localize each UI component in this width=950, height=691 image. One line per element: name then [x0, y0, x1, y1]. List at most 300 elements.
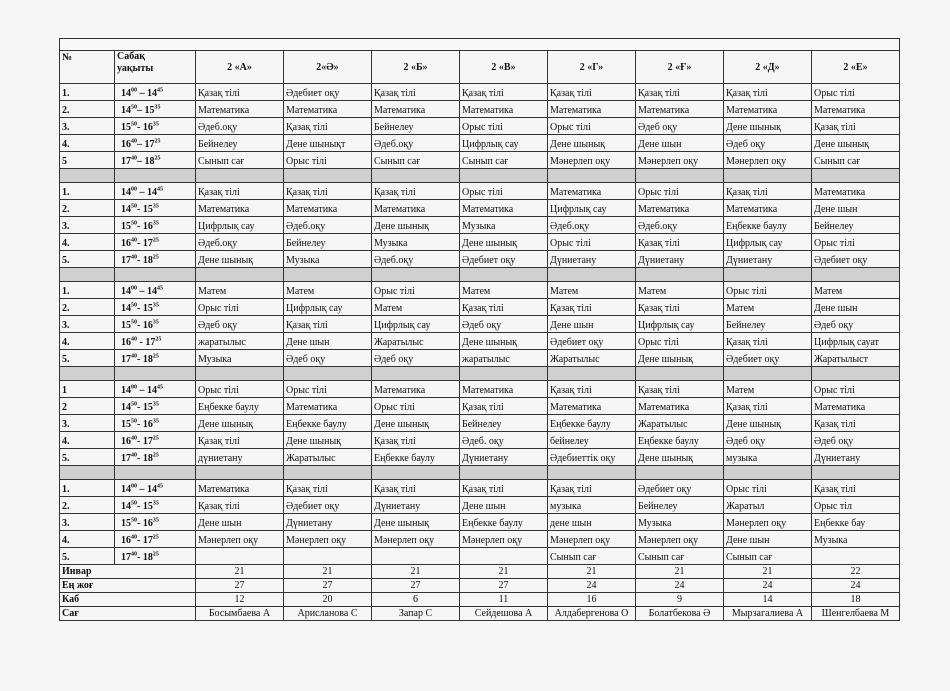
- subject-cell: [812, 548, 900, 565]
- subject-cell: Қазақ тілі: [196, 183, 284, 200]
- stat-value: 27: [372, 579, 460, 593]
- time-hours: 15: [121, 320, 131, 331]
- subject-cell: Бейнелеу: [460, 415, 548, 432]
- subject-cell: Бейнелеу: [196, 135, 284, 152]
- separator-cell: [372, 169, 460, 183]
- time-hours: - 15: [137, 501, 153, 512]
- separator-cell: [284, 466, 372, 480]
- lesson-row: [60, 333, 900, 350]
- separator-cell: [115, 466, 196, 480]
- lesson-row: [60, 350, 900, 367]
- lesson-row: [60, 480, 900, 497]
- separator-cell: [548, 268, 636, 282]
- time-minutes: 25: [152, 254, 159, 261]
- subject-cell: Мәнерлеп оқу: [724, 514, 812, 531]
- lesson-number: 4.: [60, 135, 115, 152]
- subject-cell: Қазақ тілі: [284, 118, 372, 135]
- time-hours: 17: [121, 354, 131, 365]
- subject-cell: Математика: [636, 398, 724, 415]
- subject-cell: Бейнелеу: [724, 316, 812, 333]
- time-hours: 16: [121, 238, 131, 249]
- subject-cell: Музыка: [284, 251, 372, 268]
- subject-cell: Еңбекке баулу: [460, 514, 548, 531]
- time-minutes: 40: [131, 336, 137, 343]
- subject-cell: Дене шынық: [284, 432, 372, 449]
- lesson-time: [115, 135, 196, 152]
- time-minutes: 25: [152, 452, 159, 459]
- subject-cell: Дене шынық: [196, 415, 284, 432]
- lesson-time: [115, 84, 196, 101]
- time-hours: 14: [121, 204, 131, 215]
- subject-cell: Жаратылыс: [636, 415, 724, 432]
- time-hours: - 16: [137, 419, 153, 430]
- separator-cell: [284, 169, 372, 183]
- lesson-number: 4.: [60, 333, 115, 350]
- subject-cell: Дене шын: [548, 316, 636, 333]
- time-hours: 14: [121, 187, 131, 198]
- subject-cell: Матем: [636, 282, 724, 299]
- lesson-number: 4.: [60, 234, 115, 251]
- lesson-time: [115, 415, 196, 432]
- time-minutes: 45: [157, 186, 163, 193]
- subject-cell: Математика: [460, 200, 548, 217]
- separator-cell: [196, 268, 284, 282]
- stat-value: 24: [812, 579, 900, 593]
- subject-cell: Орыс тілі: [636, 183, 724, 200]
- lesson-time: [115, 234, 196, 251]
- separator-cell: [724, 466, 812, 480]
- teacher-name: Алдабергенова О: [548, 607, 636, 621]
- time-hours: 16: [121, 337, 131, 348]
- lesson-time: [115, 449, 196, 466]
- time-hours: - 18: [137, 552, 153, 563]
- subject-cell: Музыка: [636, 514, 724, 531]
- subject-cell: Қазақ тілі: [284, 316, 372, 333]
- subject-cell: Әдеб оқу: [812, 432, 900, 449]
- lesson-time: [115, 350, 196, 367]
- time-minutes: 40: [131, 138, 137, 145]
- time-minutes: 25: [152, 435, 159, 442]
- day-separator: [60, 169, 900, 183]
- time-hours: - 15: [137, 303, 153, 314]
- subject-cell: Математика: [284, 200, 372, 217]
- separator-cell: [115, 169, 196, 183]
- lesson-row: [60, 152, 900, 169]
- stat-value: 6: [372, 593, 460, 607]
- subject-cell: Дене шын: [636, 135, 724, 152]
- lesson-row: [60, 381, 900, 398]
- time-minutes: 35: [152, 203, 159, 210]
- subject-cell: Жаратылыс: [372, 333, 460, 350]
- lesson-time: [115, 531, 196, 548]
- subject-cell: Орыс тіл: [812, 497, 900, 514]
- subject-cell: Қазақ тілі: [196, 497, 284, 514]
- separator-cell: [724, 268, 812, 282]
- time-minutes: 50: [131, 418, 137, 425]
- subject-cell: Әдеб.оқу: [372, 251, 460, 268]
- lesson-time: [115, 251, 196, 268]
- subject-cell: музыка: [724, 449, 812, 466]
- time-hours: 14: [121, 385, 131, 396]
- subject-cell: Дүниетану: [724, 251, 812, 268]
- time-hours: - 16: [137, 518, 153, 529]
- subject-cell: Цифрлық сау: [548, 200, 636, 217]
- subject-cell: Әдеб.оқу: [636, 217, 724, 234]
- lesson-number: 3.: [60, 316, 115, 333]
- subject-cell: Математика: [460, 101, 548, 118]
- subject-cell: Орыс тілі: [724, 480, 812, 497]
- subject-cell: Әдеб оқу: [460, 316, 548, 333]
- teacher-name: Босымбаева А: [196, 607, 284, 621]
- subject-cell: Математика: [372, 200, 460, 217]
- subject-cell: Бейнелеу: [812, 217, 900, 234]
- stat-value: 24: [636, 579, 724, 593]
- subject-cell: [460, 548, 548, 565]
- header-class: 2 «Д»: [724, 51, 812, 84]
- subject-cell: Дене шынық: [636, 449, 724, 466]
- subject-cell: Әдебиеттік оқу: [548, 449, 636, 466]
- subject-cell: Орыс тілі: [284, 381, 372, 398]
- subject-cell: Орыс тілі: [372, 398, 460, 415]
- lesson-time: [115, 152, 196, 169]
- separator-cell: [460, 466, 548, 480]
- lesson-time: [115, 217, 196, 234]
- time-minutes: 45: [157, 483, 163, 490]
- subject-cell: Қазақ тілі: [724, 333, 812, 350]
- subject-cell: Математика: [548, 398, 636, 415]
- lesson-row: [60, 398, 900, 415]
- time-hours: 15: [121, 221, 131, 232]
- subject-cell: Матем: [196, 282, 284, 299]
- separator-cell: [636, 169, 724, 183]
- subject-cell: Еңбекке бау: [812, 514, 900, 531]
- subject-cell: Орыс тілі: [460, 183, 548, 200]
- lesson-number: 1.: [60, 183, 115, 200]
- time-minutes: 50: [131, 203, 137, 210]
- subject-cell: Бейнелеу: [284, 234, 372, 251]
- day-separator: [60, 367, 900, 381]
- lesson-number: 1.: [60, 480, 115, 497]
- time-hours: - 18: [137, 453, 153, 464]
- subject-cell: Жаратыл: [724, 497, 812, 514]
- lesson-number: 2.: [60, 299, 115, 316]
- stat-label: Каб: [60, 593, 196, 607]
- lesson-time: [115, 282, 196, 299]
- subject-cell: Математика: [284, 398, 372, 415]
- stat-value: 27: [284, 579, 372, 593]
- subject-cell: Дене шынық: [372, 514, 460, 531]
- separator-cell: [284, 268, 372, 282]
- time-minutes: 00: [131, 186, 137, 193]
- subject-cell: Орыс тілі: [372, 282, 460, 299]
- subject-cell: Қазақ тілі: [548, 480, 636, 497]
- subject-cell: Мәнерлеп оқу: [548, 531, 636, 548]
- separator-cell: [372, 367, 460, 381]
- lesson-row: [60, 251, 900, 268]
- time-minutes: 50: [131, 319, 137, 326]
- lesson-row: [60, 497, 900, 514]
- lesson-number: 1.: [60, 282, 115, 299]
- stat-value: 9: [636, 593, 724, 607]
- time-hours: 16: [121, 436, 131, 447]
- subject-cell: Орыс тілі: [812, 84, 900, 101]
- lesson-time: [115, 316, 196, 333]
- time-minutes: 40: [131, 534, 137, 541]
- stat-value: 14: [724, 593, 812, 607]
- time-minutes: 40: [131, 155, 137, 162]
- time-minutes: 25: [152, 551, 159, 558]
- lesson-number: 5: [60, 152, 115, 169]
- subject-cell: Математика: [636, 200, 724, 217]
- time-minutes: 45: [157, 285, 163, 292]
- subject-cell: Дене шынық: [548, 135, 636, 152]
- subject-cell: Дене шынық: [812, 135, 900, 152]
- separator-cell: [812, 367, 900, 381]
- lesson-row: [60, 84, 900, 101]
- subject-cell: музыка: [548, 497, 636, 514]
- lesson-row: [60, 118, 900, 135]
- time-hours: 14: [121, 105, 131, 116]
- subject-cell: Цифрлық сау: [284, 299, 372, 316]
- subject-cell: Мәнерлеп оқу: [636, 152, 724, 169]
- subject-cell: Цифрлық сау: [372, 316, 460, 333]
- subject-cell: Сынып сағ: [636, 548, 724, 565]
- lesson-number: 1: [60, 381, 115, 398]
- separator-cell: [636, 367, 724, 381]
- subject-cell: жаратылыс: [460, 350, 548, 367]
- subject-cell: Матем: [724, 381, 812, 398]
- subject-cell: Дене шынық: [460, 333, 548, 350]
- time-minutes: 35: [154, 104, 161, 111]
- time-hours: - 15: [137, 402, 153, 413]
- subject-cell: Қазақ тілі: [196, 84, 284, 101]
- subject-cell: Қазақ тілі: [636, 84, 724, 101]
- separator-cell: [636, 268, 724, 282]
- time-minutes: 35: [152, 401, 159, 408]
- stat-value: 11: [460, 593, 548, 607]
- teacher-name: Мырзагалиева А: [724, 607, 812, 621]
- header-time-line1: Сабақ: [117, 51, 145, 62]
- time-hours: 15: [121, 122, 131, 133]
- separator-cell: [548, 367, 636, 381]
- subject-cell: Цифрлық сау: [460, 135, 548, 152]
- subject-cell: Қазақ тілі: [372, 84, 460, 101]
- subject-cell: Математика: [196, 101, 284, 118]
- separator-cell: [724, 169, 812, 183]
- lesson-row: [60, 200, 900, 217]
- stat-value: 21: [284, 565, 372, 579]
- lesson-row: [60, 217, 900, 234]
- lesson-number: 3.: [60, 514, 115, 531]
- time-minutes: 35: [152, 121, 159, 128]
- subject-cell: Қазақ тілі: [812, 480, 900, 497]
- time-hours: 16: [121, 139, 131, 150]
- subject-cell: Әдеб.оқу: [196, 234, 284, 251]
- subject-cell: Әдеб оқу: [812, 316, 900, 333]
- separator-cell: [115, 268, 196, 282]
- time-minutes: 50: [131, 517, 137, 524]
- subject-cell: Математика: [548, 101, 636, 118]
- subject-cell: Қазақ тілі: [284, 480, 372, 497]
- subject-cell: Әдебиет оқу: [812, 251, 900, 268]
- time-hours: - 16: [137, 320, 153, 331]
- header-class: 2«Ә»: [284, 51, 372, 84]
- subject-cell: Математика: [812, 101, 900, 118]
- subject-cell: [372, 548, 460, 565]
- subject-cell: Әдеб.оқу: [196, 118, 284, 135]
- stat-value: 22: [812, 565, 900, 579]
- day-separator: [60, 268, 900, 282]
- stat-value: 24: [724, 579, 812, 593]
- subject-cell: Мәнерлеп оқу: [284, 531, 372, 548]
- subject-cell: Дене шын: [460, 497, 548, 514]
- subject-cell: Қазақ тілі: [460, 480, 548, 497]
- lesson-number: 3.: [60, 217, 115, 234]
- header-class: 2 «Е»: [812, 51, 900, 84]
- lesson-row: [60, 432, 900, 449]
- time-minutes: 40: [131, 452, 137, 459]
- separator-cell: [196, 367, 284, 381]
- subject-cell: Математика: [196, 480, 284, 497]
- header-class: 2 «Г»: [548, 51, 636, 84]
- lesson-number: 5.: [60, 449, 115, 466]
- separator-cell: [812, 466, 900, 480]
- subject-cell: Математика: [548, 183, 636, 200]
- subject-cell: Әдеб оқу: [724, 432, 812, 449]
- subject-cell: Еңбекке баулу: [196, 398, 284, 415]
- header-class: 2 «Ғ»: [636, 51, 724, 84]
- subject-cell: Математика: [372, 101, 460, 118]
- subject-cell: Математика: [636, 101, 724, 118]
- lesson-number: 4.: [60, 432, 115, 449]
- lesson-number: 2.: [60, 497, 115, 514]
- lesson-number: 4.: [60, 531, 115, 548]
- teacher-name: Запар С: [372, 607, 460, 621]
- lesson-number: 5.: [60, 251, 115, 268]
- subject-cell: Қазақ тілі: [460, 398, 548, 415]
- separator-cell: [115, 367, 196, 381]
- stat-value: 21: [548, 565, 636, 579]
- separator-cell: [460, 268, 548, 282]
- stat-label: Инвар: [60, 565, 196, 579]
- subject-cell: Дене шын: [724, 531, 812, 548]
- time-hours: 14: [121, 88, 131, 99]
- time-hours: 16: [121, 535, 131, 546]
- subject-cell: Дене шын: [812, 200, 900, 217]
- stat-value: 20: [284, 593, 372, 607]
- subject-cell: Музыка: [372, 234, 460, 251]
- subject-cell: Матем: [372, 299, 460, 316]
- time-minutes: 50: [131, 500, 137, 507]
- time-minutes: 25: [152, 353, 159, 360]
- subject-cell: Сынып сағ: [460, 152, 548, 169]
- subject-cell: Дүниетану: [812, 449, 900, 466]
- time-hours: – 15: [137, 105, 155, 116]
- lesson-time: [115, 299, 196, 316]
- subject-cell: Дене шынық: [724, 118, 812, 135]
- lesson-time: [115, 183, 196, 200]
- stat-value: 21: [460, 565, 548, 579]
- lesson-time: [115, 514, 196, 531]
- time-hours: 17: [121, 156, 131, 167]
- subject-cell: Қазақ тілі: [636, 381, 724, 398]
- subject-cell: Орыс тілі: [460, 118, 548, 135]
- subject-cell: Мәнерлеп оқу: [548, 152, 636, 169]
- subject-cell: Мәнерлеп оқу: [372, 531, 460, 548]
- time-hours: 14: [121, 286, 131, 297]
- time-minutes: 25: [152, 237, 159, 244]
- subject-cell: Жаратылыс: [284, 449, 372, 466]
- subject-cell: Дене шын: [284, 333, 372, 350]
- subject-cell: Қазақ тілі: [812, 415, 900, 432]
- time-minutes: 00: [131, 87, 137, 94]
- separator-cell: [372, 466, 460, 480]
- subject-cell: Матем: [460, 282, 548, 299]
- subject-cell: Дене шынық: [372, 415, 460, 432]
- subject-cell: Еңбекке баулу: [548, 415, 636, 432]
- lesson-time: [115, 101, 196, 118]
- subject-cell: Әдеб оқу: [372, 350, 460, 367]
- subject-cell: Еңбекке баулу: [724, 217, 812, 234]
- subject-cell: Дене шынықт: [284, 135, 372, 152]
- subject-cell: Қазақ тілі: [460, 299, 548, 316]
- subject-cell: Дене шынық: [636, 350, 724, 367]
- time-minutes: 00: [131, 384, 137, 391]
- time-minutes: 00: [131, 285, 137, 292]
- lesson-time: [115, 497, 196, 514]
- subject-cell: Мәнерлеп оқу: [460, 531, 548, 548]
- header-time-line2: уақыты: [117, 63, 154, 74]
- separator-cell: [372, 268, 460, 282]
- time-minutes: 40: [131, 254, 137, 261]
- subject-cell: Қазақ тілі: [724, 398, 812, 415]
- subject-cell: Музыка: [460, 217, 548, 234]
- time-hours: 14: [121, 402, 131, 413]
- separator-cell: [724, 367, 812, 381]
- separator-cell: [284, 367, 372, 381]
- lesson-time: [115, 200, 196, 217]
- subject-cell: Бейнелеу: [636, 497, 724, 514]
- subject-cell: Орыс тілі: [284, 152, 372, 169]
- subject-cell: [196, 548, 284, 565]
- separator-cell: [548, 466, 636, 480]
- subject-cell: Мәнерлеп оқу: [636, 531, 724, 548]
- time-hours: 14: [121, 501, 131, 512]
- lesson-time: [115, 398, 196, 415]
- subject-cell: Қазақ тілі: [724, 84, 812, 101]
- header-time: [115, 51, 196, 84]
- subject-cell: Матем: [548, 282, 636, 299]
- stat-value: 27: [196, 579, 284, 593]
- subject-cell: Қазақ тілі: [196, 432, 284, 449]
- time-hours: - 17: [137, 436, 153, 447]
- subject-cell: Қазақ тілі: [548, 84, 636, 101]
- subject-cell: Сынып сағ: [196, 152, 284, 169]
- time-minutes: 45: [157, 384, 163, 391]
- lesson-number: 2: [60, 398, 115, 415]
- time-hours: – 18: [137, 156, 155, 167]
- subject-cell: дүниетану: [196, 449, 284, 466]
- subject-cell: Еңбекке баулу: [636, 432, 724, 449]
- schedule-table: [59, 50, 900, 621]
- lesson-number: 3.: [60, 118, 115, 135]
- subject-cell: Дене шын: [812, 299, 900, 316]
- subject-cell: Матем: [812, 282, 900, 299]
- subject-cell: Матем: [724, 299, 812, 316]
- subject-cell: Еңбекке баулу: [284, 415, 372, 432]
- time-hours: 15: [121, 518, 131, 529]
- subject-cell: Әдебиет оқу: [636, 480, 724, 497]
